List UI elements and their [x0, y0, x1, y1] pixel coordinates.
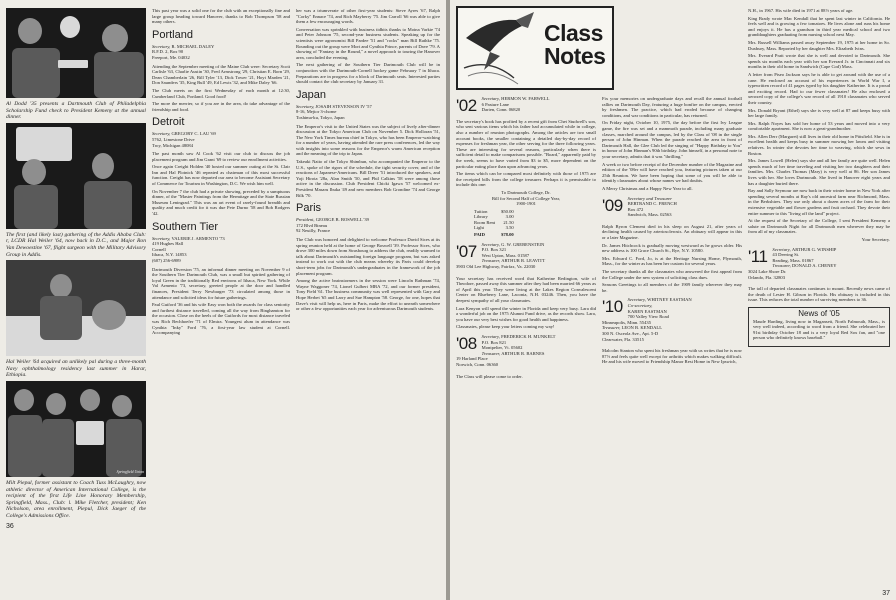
- caption-springfield: Milt Piepul, former assistant to Coach Tuss McLaughry, now athletic director of American International College, is the recipient of the first Life Line Honorary Membership, Springfield, Mass., Club: l. Mike Fletcher, president; Ken Nicholson, area enrollment, Piepul, Dick Jaeger of the College's Admissions Office.: [6, 479, 146, 519]
- section-title-portland: Portland: [152, 28, 193, 41]
- bill-table: [474, 209, 520, 238]
- caption-hal-weiler: Hal Weiler '64 acquired an unlikely pal during a three-month Navy ophthalmology residency last summer in Harar, Ethiopia.: [6, 359, 146, 379]
- class-year-1907: '07: [456, 241, 477, 261]
- bill-row: Library 3.00: [474, 214, 514, 220]
- detroit-paragraph: The past month saw Al Cook '62 visit our club to discuss the job placement program and Jim Grant '69 to review our enrollment activities.: [152, 151, 290, 162]
- class-notes-header: [456, 6, 614, 90]
- class-1909-paragraph: Dr. James Hitchcock is gradually moving westward as he grows older. His new address is 100 Grace Church St., Rye, N.Y. 10580.: [602, 242, 742, 254]
- caption-addis-ababa: The first (and likely last) gathering of the Addis Ababa Club: r, LCDR Hal Weiler '64, now back in D.C., and Major Ron Van Dewoestine '67, flight surgeon with the Military Advisory Group in Addis.: [6, 231, 146, 258]
- bill-total-row: PAID $78.00: [474, 232, 514, 238]
- class-1910-paragraph: Mrs. Everard Pratt wrote that she is well and devoted to Dartmouth. She spends six months each year with her son Everard Jr. in Cincinnati and six months in their old home in Sandwich (Cape Cod) Mass.: [748, 53, 890, 70]
- japan-paragraph: Takeaki Naito of the Tokyo Shimbun, who accompanied the Emperor to the U.S., spoke of the rigors of the schedule, the tight security cover, and of the reactions of Japanese-Americans. Bill Dreer '51 introduced the speakers, and Yoji Hirota '28a, Alan Smith '50, and Phil Calkins '58 were among those active in the discussion. Club President Chicki Igawa '57 welcomed ex-President Masaru Ibuka '49 and new members Bob Grondine '74 and George Bilk '70.: [296, 159, 440, 198]
- class-1907-header: '07 Secretary, G. W. GREBENSTEIN P.O. Box 321 West Upton, Mass. 01587 Treasurer, ARTHUR R. LEAVITT 3903 Old Lee Highway, Fairfax, Va. 22030: [456, 241, 546, 270]
- class-1908-paragraph: A week or two before receipt of the December number of the Magazine and edition of the '08er will have reached you, featuring pictures taken at our 25th Reunion. We have been hoping that some of you will be able to identify classmates about whose names we had doubts.: [602, 161, 742, 184]
- class-1907-paragraph: Classmates, please keep your letters coming my way!: [456, 324, 555, 330]
- class-1909-paragraph: The secretary thanks all the classmates who answered the first appeal from the College under the new system of soliciting class dues.: [602, 269, 742, 280]
- caption-kemeny: Al Dodd '35 presents a Dartmouth Club of Philadelphia Scholarship Fund check to President Kemeny at the annual dinner.: [6, 101, 146, 121]
- japan-paragraph: The Emperor's visit to the United States was the subject of lively after-dinner discussion at the Tokyo American Club on November 5. Dick Holloran '51, The New York Times bureau chief in Tokyo, who has been Emperor-watching for a number of years, having attended the rare press conferences, led the way with insights into some reasons for the Emperor's warm American reception and the meaning of the trip to Japan.: [296, 123, 440, 157]
- class-1902-paragraph: The secretary's book has profited by a recent gift from Chet Studwell's son, who sent various items which his father had accumulated while in college, also a number of reunion photographs. Among the articles are two small account books, the smaller containing a detailed day-by-day record of expenses for freshman year, the other serving for the three following years. These are interesting for several reasons, particularly when there is sufficient detail to make comparisons possible. "Board," apparently paid by the week, seems to have varied from $3 to $5, more dependent on the particular eating place than upon advancing years.: [456, 118, 596, 169]
- class-notes-title: Class Notes: [544, 20, 606, 69]
- left-column-2: [152, 8, 290, 338]
- class-1911-header: '11 Secretary, ARTHUR G. WINSHIP 43 Deering St. Reading, Mass. 01867 Treasurer, DONALD A. CHENEY 3024 Lake Shore Dr. Orlando, Fla. 32803: [748, 246, 837, 280]
- class-1902-paragraph: The items which can be compared most definitely with those of 1975 are the receipted bills from the college treasurer. Perhaps it is permissible to include this one:: [456, 171, 596, 188]
- class-1910-paragraph: Mrs. James Lowell (Helen) says she and all her family are quite well. Helen spends much of her time traveling and visiting her two daughters and their families. Mrs. Charles Thomas (Mary) is very well at 86. Her son James lives with her. She loves Dartmouth. She lived in Hanover eight years and has a daughter buried there.: [748, 158, 890, 186]
- class-year-1911: '11: [748, 246, 768, 266]
- class-1907-paragraph: Lara Kenyon will spend the winter in Florida and keep very busy. Lara did a wonderful job on the 1975 Alumni Fund drive, as the records show. Lara, you have our very best wishes for good health and happiness.: [456, 305, 596, 322]
- portland-officer: Secretary, R. MICHAEL DALEY R.F.D. 2, Box 90 Freeport, Me. 04032: [152, 43, 215, 60]
- bill-row: Light 3.50: [474, 225, 514, 231]
- section-title-detroit: Detroit: [152, 116, 185, 129]
- class-year-1908: '08: [456, 333, 477, 353]
- southern-tier-continued: her was a triumverate of other first-year students: Steve Ayres '67, Ralph "Corky" Ennace '74, and Rich Mayberry '75. Jim Carroll '66 was able to give them a few encouraging words.: [296, 8, 440, 25]
- section-title-southern-tier: Southern Tier: [152, 220, 219, 233]
- class-year-1909: '09: [602, 195, 623, 215]
- photo-credit: Springfield Union: [116, 470, 144, 475]
- southern-tier-continued: Conversation was sprinkled with business tidbits thanks to Moina Varkie '74 and Peter Johnson '75, second-year business students. Speaking up for the scientists were agronomist Bill Pardee '51 and "rocks" man Bill Rathke '75. Rounding out the group were Mort and Cynthia Prince, parents of Dave '79. A showing of "Fantasy in the Round," a novel approach to touring the Hanover area, concluded the evening.: [296, 26, 440, 60]
- photo-kemeny-check: [6, 8, 146, 98]
- southern-tier-officer: Secretary, VALERIE J. ARMENTO '73 419 Hughes Hall Cornell Ithaca, N.Y. 14853 (607) 256-6989: [152, 235, 225, 263]
- section-title-japan: Japan: [296, 88, 326, 101]
- news-of-05-text: Maude Harding, living now in Magansett, North Falmouth, Mass., is very well indeed, according to word from a friend. She celebrated her 91st birthday October 18 and is a very loyal Red Sox fan, and "one person who definitely knows baseball.": [753, 318, 885, 341]
- detroit-officer: Secretary, GREGORY C. LAU '69 5762, Limestone Drive Troy, Michigan 48084: [152, 131, 216, 148]
- left-column-3: [296, 8, 440, 314]
- class-1910-paragraph: Mrs. Donald Bryant (Ethel) says she is very well at 87 and keeps busy with her large family.: [748, 107, 890, 119]
- class-1910-paragraph: Mrs. Ralph Noyes has sold her home of 53 years and moved into a very comfortable apartment. She is now a great-grandmother.: [748, 120, 890, 132]
- class-year-1910: '10: [602, 297, 623, 317]
- southern-tier-paragraph: Paul Guiford '36 and his wife Easy won both the awards for class seniority and furthest distance travelled, coming all the way from Binghamton for the occasion. Close on the heels of the Guifords for most distance traveled was Rich Bechhoefer '71 of Elmira. Youngest alum in attendance was Cynthia "Inky" Ford '76, a first-year law student at Cornell. Accompanying: [152, 302, 290, 336]
- southern-tier-continued: The next gathering of the Southern Tier Dartmouth Club will be in conjunction with the Dartmouth-Cornell hockey game February 7 in Ithaca. Preparations are in progress for a block of Dartmouth seats. Interested parties should contact the club secretary by January 31.: [296, 62, 440, 85]
- class-1910-header: '10 Secretary, WHITNEY EASTMAN Co-secretary, KAREN EASTMAN 700 Valley View Road Minneapolis, Minn. 55435 Treasurer, LEON B. KENDALL 300 N. Osceola Ave., Apt. 5-D Clearwater, Fla. 33515: [602, 297, 692, 342]
- bill-row: Tuition $50.00: [474, 208, 514, 214]
- section-title-paris: Paris: [296, 202, 322, 215]
- right-page: [450, 0, 896, 600]
- bill-row: Room Rent 21.50: [474, 219, 514, 225]
- class-1911-paragraph: The toll of departed classmates continues to mount. Recently news came of the death of Lester H. Gibson in Florida. His obituary is included in this issue. This reduces the total number of surviving members to 36.: [748, 286, 890, 303]
- detroit-paragraph: On November 7 the club had a private showing, preceded by a sumptuous dinner, of the "Master Paintings from the Hermitage and the State Russian Museum Leningrad." This was an art event of rarely-found breadth and quality and much credit for it was due Pete Durno '58 and Bob Rodgers '42.: [152, 188, 290, 217]
- southern-tier-paragraph: Dartmouth Diversion '75, an informal dinner meeting on November 9 of the Southern Tier Dartmouth Club, was a small but spirited gathering of loyal Green in the traditionally Red environs of Ithaca, New York. While Val Armento '73, secretary, greeted people at the door and handled finances, President Terry Newbarger '73 circulated among those in attendance and solicited ideas for future gatherings.: [152, 266, 290, 300]
- right-column-3: [748, 8, 890, 588]
- class-1910-paragraph: Ray and Sally Seymour are now back in their winter home in New York after spending several months at Ray's old ancestral farm near Richmond, Mass. in the Berkshires. They use only about a dozen acres of the farm for their extensive vegetable and flower gardens and fruit orchard. They devote their entire summer to this "living off the land" project.: [748, 188, 890, 216]
- news-of-05-title: News of '05: [798, 308, 840, 318]
- class-1907-paragraph: Your secretary has received word that Katherine Redington, wife of Theodore, passed away this summer after they had been married 66 years as of April this year. They were living at the Lakes Region Convalescent Center on Blueberry Lane, Laconia, N.H. 03246. Then, you have the deepest sympathy of all your classmates.: [456, 275, 596, 303]
- news-of-05-box: [748, 307, 890, 347]
- photo-addis-ababa-club: [6, 123, 146, 229]
- class-1908-paragraph: The Class will please come to order.: [456, 373, 523, 379]
- left-photo-column: [6, 8, 146, 529]
- class-1909-paragraph: Mrs. Edward C. Ford, Jo, is at the Heritage Nursing Home, Plymouth, Mass., for the winter as has been her custom for several years.: [602, 255, 742, 267]
- class-1909-paragraph: Ralph Byron Clement died in his sleep on August 21, after years of declining health caused by arteriosclerosis. An obituary will appear in this or a later Magazine.: [602, 223, 742, 241]
- paris-paragraph: Among the active brainstormers in the session were Lincoln Rathman '74, Wayne Waggoner '74, Lionel Gulbert MBA '72, and our former president, Tony Field '61. The business community was well represented with Gary and Hope Herbet '65 and Larry and Sue Hampton '58. George, for one, hopes that Dave's visit will help us, here in Paris, make the effort to unearth somewhere or other a few opportunities each year for adventurous Dartmouth students.: [296, 278, 440, 312]
- page-number-right: 37: [882, 590, 890, 597]
- paris-officer: President, GEORGE B. BOSWELL '39 172 Blvd Bineau 92 Neuilly, France: [296, 217, 369, 234]
- left-page: [0, 0, 446, 600]
- class-1908-paragraph: Fix your memories on undergraduate days and recall the annual football rallies on Dartmouth Day, featuring a huge bonfire on the campus, erected by freshmen. The practice, which had eroded because of changing conditions, and war conditions in particular, has returned.: [602, 96, 742, 118]
- detroit-paragraph: Once again Creight Holden '40 hosted our summer outing at the St. Clair Inn and Hal Plotnick '46 repeated as chairman of this most successful function. Creight has now departed our area to become Assistant Secretary of Commerce for Tourism in Washington, D.C. We wish him well.: [152, 164, 290, 187]
- class-1908-paragraph: A Merry Christmas and a Happy New Year to all.: [602, 185, 693, 191]
- class-1910-paragraph: At the request of the Secretary of the College, I sent President Kemeny a salute on Dartmouth Night for all Dartmouth men wherever they may be from all of my classmates.: [748, 218, 890, 235]
- paris-paragraph: The Club was honored and delighted to welcome Professor David Sices at its spring reunion held at the home of George Boswell '39. Professor Sices, who drove 300 miles down from Strasbourg to address the club, readily warmed to talk about Dartmouth's outstanding foreign language program, but was asked instead to work out with the club means whereby its Paris could develop short-term jobs for Dartmouth's undergraduates in the framework of the job placement program.: [296, 237, 440, 276]
- portland-paragraph: The more the merrier, so if you are in the area, do take advantage of the friendship and food.: [152, 101, 290, 112]
- class-1910-paragraph: Mrs. Russell Williams passed away September 19, 1975 at her home in So. Duxbury, Mass. Reported by her daughter Mrs. Elizabeth Ivins.: [748, 39, 890, 51]
- class-1909-header: '09 Secretary and Treasurer BERTRAND C. FRENCH Box 472 Sandwich, Mass. 02563: [602, 195, 677, 218]
- class-year-1902: '02: [456, 96, 477, 115]
- photo-springfield-club: [6, 381, 146, 477]
- class-1910-paragraph: Malcolm Stanton who spent his freshman year with us writes that he is now 87½ and feels quite well except for arthritis which makes walking difficult. He and his wife moved to Friendship Manor Rest Home in New Ipswich,: [602, 348, 742, 365]
- portland-paragraph: Attending the September meeting of the Maine Club were: Secretary Scott Carlisle '63, Charlie Austin '30, Fred Armstrong '29, Christian E. Born '29, Dean Chamberlain '26, Bill Tyler '13, Dick Tower '21, Hoyt Marden '21, Don Saunders '35, King Bull '49, Ed Lewis '32, and Mike Daley '66.: [152, 63, 290, 86]
- class-1910-paragraph: Mrs. Allen Derr (Margaret) still lives in their old home in Pittsfield. She is in excellent health and keeps busy in summer mowing her lawns and visiting relatives. In winter she devotes her time to weaving, which she sews in Boston.: [748, 133, 890, 156]
- right-column-1: [456, 96, 596, 381]
- photo-hal-weiler-ethiopia: [6, 260, 146, 356]
- japan-officer: Secretary, JOSAIH STEVENSON IV '57 8-16, Mejior 3-chome Toshima-ku, Tokyo, Japan: [296, 103, 372, 120]
- class-1908-header: '08 Secretary, FREDERICK H. MUNKELT P.O. Box 821 Montpelier, Vt. 05602 Treasurer, ARTHUR R. BARNES 19 Harland Place Norwich, Conn. 06360: [456, 333, 556, 367]
- fountain-pen-icon: [460, 8, 540, 88]
- college-bill: To Dartmouth College, Dr. Bill for Second Half of College Year, 1900-1901: [491, 189, 561, 207]
- signature-your-secretary: Your Secretary.: [861, 236, 890, 242]
- class-1909-paragraph: Seasons Greetings to all members of the 1909 family wherever they may be.: [602, 282, 742, 293]
- class-1910-paragraph: King Brady wrote Mac Kendall that he spent last winter in California. He feels well and is growing a few tomatoes. He lives alone and runs his home and enjoys it. He has a grandson in third year medical school and two granddaughters graduating from nursing school next May.: [748, 15, 890, 38]
- class-1910-paragraph: A letter from Piseo Jackson says he is able to get around with the use of a cane. He enclosed an account of his experiences in World War I, a typewritten record of 41 pages typed by his daughter Katherine. It is a proud and exciting record. Had to our fewer classmates! He also enclosed a xeroxed copy of the college's war record of all 1910 classmates who served their country.: [748, 71, 890, 105]
- class-1908-paragraph: On Friday night, October 10, 1975, the day before the first Ivy League game, the fire was set and a mammoth parade, including many graduate classes, marched around the campus, led by the Class of '08 in the single person of John Hinman. When the parade reached the area in front of Dartmouth Hall, the Glee Club led the singing of "Happy Birthday to You" in honor of John Hinman's 90th birthday. John himself, in a personal note to your secretary, admits that it was "thrilling.": [602, 120, 742, 159]
- portland-paragraph: The Club meets on the first Wednesday of each month at 12:30, Cumberland Club, Portland. Good food!: [152, 87, 290, 99]
- class-1902-header: '02 Secretary, HERMON W. FARWELL 6 Pasture Lane Darien, Conn. 06820: [456, 96, 550, 115]
- class-1910-paragraph: N.H., in 1967. His wife died in 1971 at 88½ years of age.: [748, 8, 854, 13]
- page-number-left: 36: [6, 522, 14, 530]
- club-intro: This past year was a solid one for the club with an exceptionally fine and large group heading toward Hanover, thanks to Bob Thompson '58 and many others.: [152, 8, 290, 25]
- right-column-2: [602, 96, 742, 367]
